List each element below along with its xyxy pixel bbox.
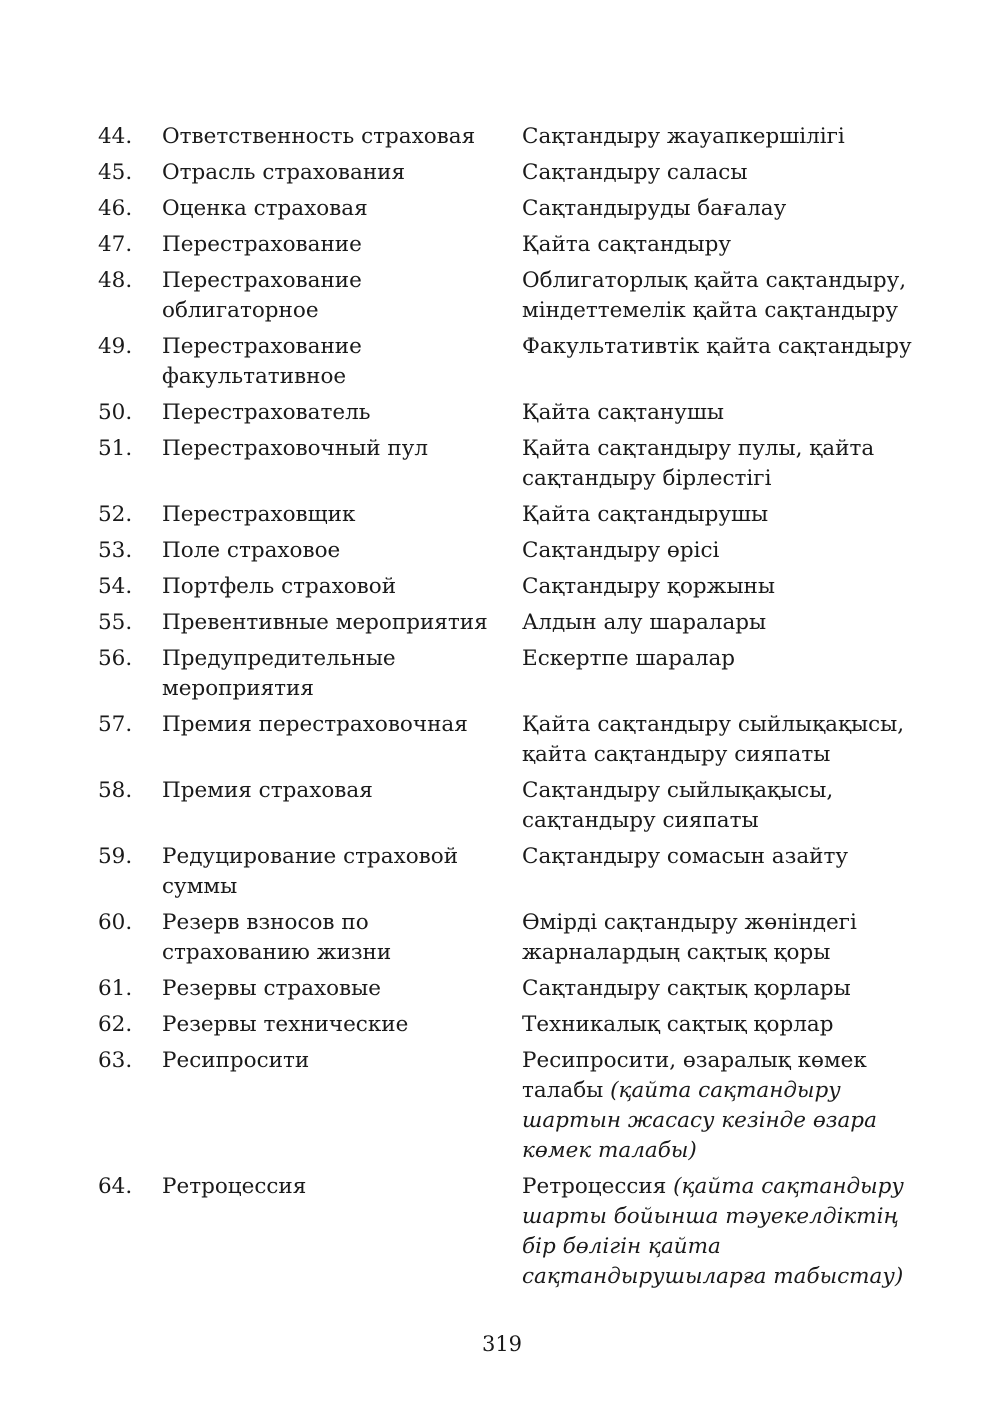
glossary-row — [98, 434, 928, 494]
russian-term: Перестрахование факультативное — [162, 334, 362, 389]
entry-number: 59. — [98, 844, 133, 869]
kazakh-term-cell — [522, 536, 928, 566]
russian-term: Перестраховочный пул — [162, 436, 429, 461]
glossary-row — [98, 332, 928, 392]
entry-number: 50. — [98, 400, 133, 425]
russian-term: Редуцирование страховой суммы — [162, 844, 459, 899]
russian-term: Предупредительные мероприятия — [162, 646, 396, 701]
entry-number: 57. — [98, 712, 133, 737]
entry-number: 58. — [98, 778, 133, 803]
glossary-row — [98, 230, 928, 260]
russian-term: Перестрахование — [162, 232, 362, 257]
kazakh-term-cell — [522, 572, 928, 602]
kazakh-term-cell — [522, 332, 928, 392]
kazakh-term: Қайта сақтандыру пулы, қайта сақтандыру бірлестігі — [522, 436, 875, 491]
kazakh-term: Ретроцессия — [522, 1174, 667, 1199]
glossary-row — [98, 608, 928, 638]
glossary-row — [98, 1046, 928, 1166]
kazakh-term: Сақтандыру өрісі — [522, 538, 720, 563]
glossary-row — [98, 194, 928, 224]
entry-number: 62. — [98, 1012, 133, 1037]
kazakh-term: Сақтандыру сыйлықақысы, сақтандыру сияпаты — [522, 778, 834, 833]
kazakh-term: Сақтандыру сомасын азайту — [522, 844, 849, 869]
glossary-table — [98, 122, 928, 1298]
glossary-row — [98, 1172, 928, 1292]
kazakh-term-cell — [522, 194, 928, 224]
entry-number: 54. — [98, 574, 133, 599]
kazakh-term-cell — [522, 974, 928, 1004]
russian-term: Превентивные мероприятия — [162, 610, 488, 635]
glossary-row — [98, 1010, 928, 1040]
kazakh-term: Өмірді сақтандыру жөніндегі жарналардың сақтық қоры — [522, 910, 857, 965]
glossary-row — [98, 536, 928, 566]
russian-term: Перестраховщик — [162, 502, 356, 527]
russian-term: Оценка страховая — [162, 196, 368, 221]
kazakh-term: Қайта сақтандыру сыйлықақысы, қайта сақтандыру сияпаты — [522, 712, 905, 767]
glossary-row — [98, 572, 928, 602]
kazakh-term: Алдын алу шаралары — [522, 610, 767, 635]
kazakh-term-cell — [522, 398, 928, 428]
entry-number: 44. — [98, 124, 133, 149]
entry-number: 52. — [98, 502, 133, 527]
russian-term: Отрасль страхования — [162, 160, 406, 185]
kazakh-term-cell — [522, 500, 928, 530]
kazakh-term-cell — [522, 776, 928, 836]
kazakh-term: Сақтандыру қоржыны — [522, 574, 776, 599]
russian-term: Перестрахователь — [162, 400, 371, 425]
glossary-row — [98, 122, 928, 152]
glossary-row — [98, 908, 928, 968]
kazakh-term: Сақтандыруды бағалау — [522, 196, 787, 221]
entry-number: 53. — [98, 538, 133, 563]
entry-number: 47. — [98, 232, 133, 257]
kazakh-term: Қайта сақтанушы — [522, 400, 725, 425]
kazakh-term: Техникалық сақтық қорлар — [522, 1012, 834, 1037]
entry-number: 55. — [98, 610, 133, 635]
kazakh-term-cell — [522, 1010, 928, 1040]
entry-number: 64. — [98, 1174, 133, 1199]
entry-number: 56. — [98, 646, 133, 671]
kazakh-term-cell — [522, 644, 928, 704]
kazakh-term-cell — [522, 158, 928, 188]
kazakh-term: Қайта сақтандыру — [522, 232, 732, 257]
kazakh-term: Облигаторлық қайта сақтандыру, міндеттемелік қайта сақтандыру — [522, 268, 907, 323]
entry-number: 46. — [98, 196, 133, 221]
russian-term: Ретроцессия — [162, 1174, 307, 1199]
kazakh-term: Сақтандыру саласы — [522, 160, 748, 185]
kazakh-term-cell — [522, 122, 928, 152]
glossary-row — [98, 842, 928, 902]
kazakh-term-cell — [522, 842, 928, 902]
glossary-row — [98, 644, 928, 704]
russian-term: Резервы страховые — [162, 976, 381, 1001]
russian-term: Портфель страховой — [162, 574, 397, 599]
russian-term: Резерв взносов по страхованию жизни — [162, 910, 392, 965]
russian-term: Резервы технические — [162, 1012, 409, 1037]
kazakh-term: Қайта сақтандырушы — [522, 502, 769, 527]
glossary-row — [98, 266, 928, 326]
kazakh-term-cell — [522, 266, 928, 326]
kazakh-term: Ескертпе шаралар — [522, 646, 736, 671]
page-number: 319 — [481, 1332, 523, 1356]
kazakh-term: Сақтандыру жауапкершілігі — [522, 124, 845, 149]
kazakh-term-cell — [522, 608, 928, 638]
kazakh-term-cell — [522, 1046, 928, 1166]
russian-term: Премия страховая — [162, 778, 373, 803]
kazakh-term-cell — [522, 908, 928, 968]
entry-number: 45. — [98, 160, 133, 185]
entry-number: 51. — [98, 436, 133, 461]
kazakh-term: Ресипросити, өзаралық көмек талабы — [522, 1048, 867, 1103]
kazakh-term-note: (қайта сақтандыру шарты бойынша тәуекелдіктің бір бөлігін қайта сақтандырушыларға табыстау) — [522, 1174, 904, 1289]
entry-number: 48. — [98, 268, 133, 293]
kazakh-term: Факультативтік қайта сақтандыру — [522, 334, 912, 359]
glossary-row — [98, 776, 928, 836]
kazakh-term-cell — [522, 230, 928, 260]
entry-number: 63. — [98, 1048, 133, 1073]
kazakh-term-cell — [522, 1172, 928, 1292]
kazakh-term: Сақтандыру сақтық қорлары — [522, 976, 851, 1001]
entry-number: 60. — [98, 910, 133, 935]
glossary-row — [98, 158, 928, 188]
glossary-row — [98, 710, 928, 770]
glossary-row — [98, 974, 928, 1004]
kazakh-term-cell — [522, 434, 928, 494]
entry-number: 49. — [98, 334, 133, 359]
kazakh-term-note: (қайта сақтандыру шартын жасасу кезінде өзара көмек талабы) — [522, 1078, 877, 1163]
entry-number: 61. — [98, 976, 133, 1001]
glossary-row — [98, 500, 928, 530]
russian-term: Премия перестраховочная — [162, 712, 468, 737]
russian-term: Ответственность страховая — [162, 124, 476, 149]
glossary-row — [98, 398, 928, 428]
russian-term: Ресипросити — [162, 1048, 310, 1073]
russian-term: Поле страховое — [162, 538, 341, 563]
kazakh-term-cell — [522, 710, 928, 770]
russian-term: Перестрахование облигаторное — [162, 268, 362, 323]
